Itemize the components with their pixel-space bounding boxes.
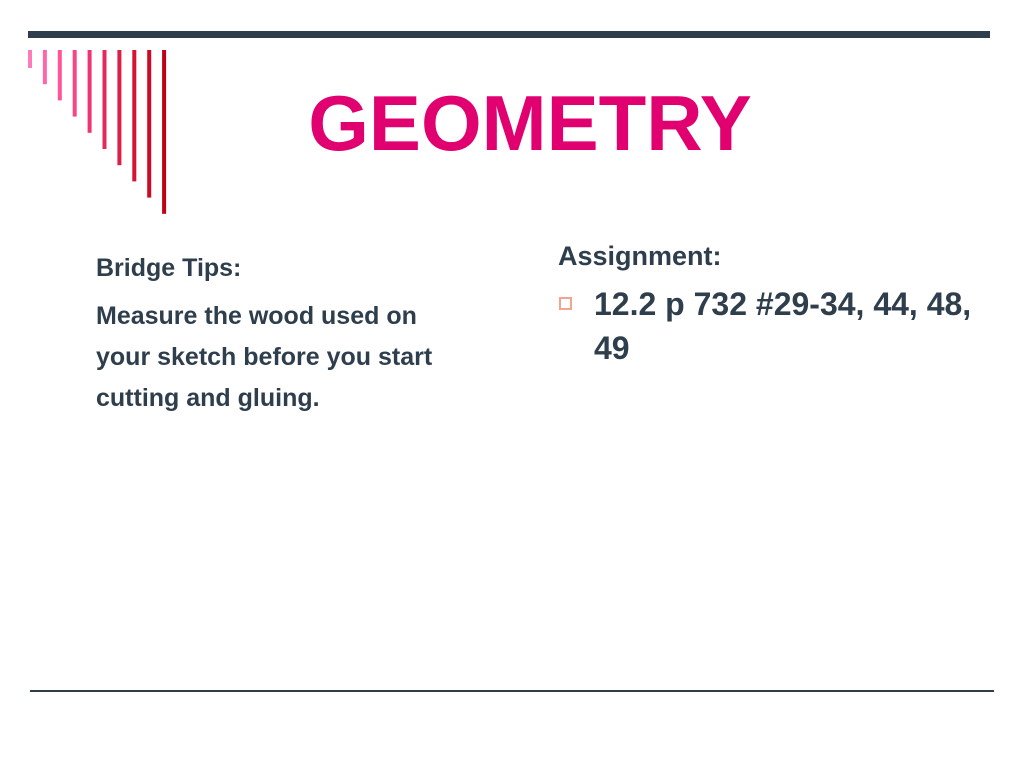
assignment-bullet <box>558 282 978 370</box>
bridge-tips-section <box>96 250 456 419</box>
assignment-text: 12.2 p 732 #29-34, 44, 48, 49 <box>594 286 972 366</box>
decorative-stripe <box>28 50 32 68</box>
hollow-square-bullet-icon <box>559 297 572 310</box>
bridge-tips-text: Measure the wood used on your sketch before you start cutting and gluing. <box>96 302 433 412</box>
bottom-divider <box>30 690 994 692</box>
bridge-tips-heading: Bridge Tips: <box>96 254 242 282</box>
assignment-section <box>558 236 978 370</box>
assignment-heading: Assignment: <box>558 241 722 271</box>
slide-title: GEOMETRY <box>308 79 752 167</box>
